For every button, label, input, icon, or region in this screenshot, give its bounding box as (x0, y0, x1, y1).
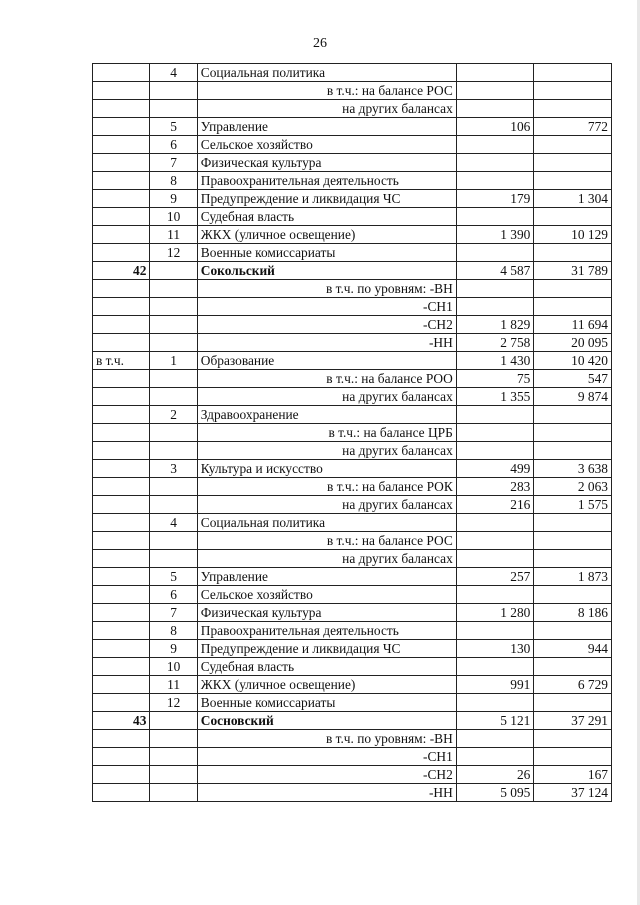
value-1-cell: 1 430 (456, 352, 534, 370)
row-name-cell: на других балансах (197, 100, 456, 118)
value-2-cell: 167 (534, 766, 612, 784)
row-name-cell: Военные комиссариаты (197, 244, 456, 262)
value-2-cell (534, 208, 612, 226)
table-row (93, 622, 612, 640)
row-name-cell: Физическая культура (197, 154, 456, 172)
table-row (93, 352, 612, 370)
row-number-cell: 6 (150, 136, 197, 154)
value-1-cell (456, 244, 534, 262)
row-name-cell: в т.ч.: на балансе РОО (197, 370, 456, 388)
row-prefix-cell (93, 154, 150, 172)
row-name-cell: Судебная власть (197, 208, 456, 226)
row-name-cell: Правоохранительная деятельность (197, 622, 456, 640)
row-number-cell: 10 (150, 658, 197, 676)
value-2-cell: 10 129 (534, 226, 612, 244)
value-1-cell: 130 (456, 640, 534, 658)
row-prefix-cell (93, 442, 150, 460)
value-1-cell (456, 280, 534, 298)
row-prefix-cell (93, 622, 150, 640)
value-1-cell: 75 (456, 370, 534, 388)
value-1-cell (456, 172, 534, 190)
value-2-cell (534, 622, 612, 640)
value-1-cell: 499 (456, 460, 534, 478)
value-2-cell: 1 575 (534, 496, 612, 514)
row-prefix-cell (93, 478, 150, 496)
row-number-cell (150, 730, 197, 748)
row-number-cell: 10 (150, 208, 197, 226)
row-prefix-cell: 43 (93, 712, 150, 730)
row-name-cell: на других балансах (197, 442, 456, 460)
row-name-cell: -СН2 (197, 766, 456, 784)
row-number-cell: 8 (150, 622, 197, 640)
value-1-cell (456, 622, 534, 640)
value-1-cell (456, 586, 534, 604)
row-prefix-cell (93, 136, 150, 154)
table-body (93, 64, 612, 802)
value-2-cell (534, 298, 612, 316)
value-2-cell: 1 873 (534, 568, 612, 586)
row-name-cell: в т.ч.: на балансе РОС (197, 82, 456, 100)
table-row (93, 172, 612, 190)
row-prefix-cell (93, 730, 150, 748)
row-prefix-cell (93, 766, 150, 784)
page-number: 26 (313, 36, 327, 51)
row-number-cell: 12 (150, 694, 197, 712)
row-prefix-cell (93, 784, 150, 802)
value-1-cell: 991 (456, 676, 534, 694)
row-prefix-cell: в т.ч. (93, 352, 150, 370)
row-prefix-cell (93, 298, 150, 316)
row-number-cell (150, 532, 197, 550)
row-number-cell (150, 748, 197, 766)
table-row (93, 280, 612, 298)
row-number-cell (150, 262, 197, 280)
row-number-cell (150, 298, 197, 316)
table-row (93, 64, 612, 82)
row-number-cell (150, 496, 197, 514)
table-row (93, 244, 612, 262)
row-number-cell (150, 100, 197, 118)
value-1-cell: 5 095 (456, 784, 534, 802)
table-row (93, 226, 612, 244)
row-prefix-cell (93, 82, 150, 100)
value-2-cell (534, 514, 612, 532)
value-2-cell (534, 244, 612, 262)
row-number-cell (150, 280, 197, 298)
row-name-cell: Физическая культура (197, 604, 456, 622)
row-number-cell: 11 (150, 676, 197, 694)
row-name-cell: -СН2 (197, 316, 456, 334)
table-row (93, 424, 612, 442)
value-1-cell (456, 532, 534, 550)
value-2-cell (534, 100, 612, 118)
row-number-cell: 2 (150, 406, 197, 424)
value-2-cell (534, 442, 612, 460)
value-2-cell (534, 82, 612, 100)
district-row (93, 712, 612, 730)
row-name-cell: Предупреждение и ликвидация ЧС (197, 190, 456, 208)
row-name-cell: Управление (197, 568, 456, 586)
row-number-cell (150, 442, 197, 460)
table-row (93, 550, 612, 568)
value-1-cell: 26 (456, 766, 534, 784)
value-2-cell (534, 694, 612, 712)
value-1-cell: 283 (456, 478, 534, 496)
table-row (93, 190, 612, 208)
table-row (93, 694, 612, 712)
row-number-cell (150, 784, 197, 802)
row-number-cell (150, 478, 197, 496)
row-number-cell (150, 424, 197, 442)
table-row (93, 568, 612, 586)
row-prefix-cell (93, 118, 150, 136)
row-prefix-cell (93, 460, 150, 478)
value-1-cell (456, 748, 534, 766)
value-1-cell (456, 514, 534, 532)
row-number-cell (150, 316, 197, 334)
row-name-cell: Образование (197, 352, 456, 370)
table-row (93, 496, 612, 514)
table-row (93, 532, 612, 550)
table-row (93, 748, 612, 766)
row-prefix-cell (93, 748, 150, 766)
row-number-cell: 3 (150, 460, 197, 478)
row-name-cell: Социальная политика (197, 64, 456, 82)
row-name-cell: Сельское хозяйство (197, 586, 456, 604)
value-2-cell: 37 124 (534, 784, 612, 802)
value-2-cell (534, 748, 612, 766)
value-2-cell: 31 789 (534, 262, 612, 280)
row-prefix-cell (93, 676, 150, 694)
table-row (93, 640, 612, 658)
row-number-cell: 9 (150, 190, 197, 208)
value-2-cell (534, 586, 612, 604)
table-row (93, 784, 612, 802)
value-2-cell: 9 874 (534, 388, 612, 406)
table-row (93, 460, 612, 478)
value-1-cell: 4 587 (456, 262, 534, 280)
value-1-cell: 1 280 (456, 604, 534, 622)
table-row (93, 658, 612, 676)
row-prefix-cell (93, 514, 150, 532)
value-2-cell: 6 729 (534, 676, 612, 694)
row-prefix-cell (93, 406, 150, 424)
district-row (93, 262, 612, 280)
row-prefix-cell (93, 280, 150, 298)
value-2-cell (534, 280, 612, 298)
value-1-cell (456, 442, 534, 460)
value-1-cell: 106 (456, 118, 534, 136)
row-prefix-cell (93, 190, 150, 208)
table-row (93, 676, 612, 694)
value-1-cell (456, 64, 534, 82)
value-1-cell (456, 100, 534, 118)
row-prefix-cell (93, 568, 150, 586)
row-name-cell: Судебная власть (197, 658, 456, 676)
row-name-cell: в т.ч. по уровням: -ВН (197, 280, 456, 298)
row-number-cell (150, 766, 197, 784)
row-name-cell: в т.ч.: на балансе РОК (197, 478, 456, 496)
value-1-cell (456, 550, 534, 568)
row-number-cell (150, 334, 197, 352)
table-row (93, 118, 612, 136)
row-name-cell: на других балансах (197, 496, 456, 514)
row-name-cell: Социальная политика (197, 514, 456, 532)
row-prefix-cell: 42 (93, 262, 150, 280)
value-2-cell: 11 694 (534, 316, 612, 334)
table-row (93, 586, 612, 604)
table-row (93, 82, 612, 100)
value-1-cell (456, 658, 534, 676)
table-row (93, 334, 612, 352)
row-name-cell: -НН (197, 334, 456, 352)
value-1-cell: 216 (456, 496, 534, 514)
value-1-cell (456, 82, 534, 100)
value-2-cell: 20 095 (534, 334, 612, 352)
row-prefix-cell (93, 226, 150, 244)
row-name-cell: ЖКХ (уличное освещение) (197, 676, 456, 694)
row-number-cell: 5 (150, 118, 197, 136)
row-name-cell: Предупреждение и ликвидация ЧС (197, 640, 456, 658)
row-name-cell: в т.ч. по уровням: -ВН (197, 730, 456, 748)
row-number-cell: 8 (150, 172, 197, 190)
table-row (93, 154, 612, 172)
row-name-cell: Культура и искусство (197, 460, 456, 478)
row-name-cell: в т.ч.: на балансе РОС (197, 532, 456, 550)
row-prefix-cell (93, 586, 150, 604)
value-2-cell (534, 136, 612, 154)
row-prefix-cell (93, 550, 150, 568)
row-prefix-cell (93, 334, 150, 352)
table-row (93, 370, 612, 388)
row-number-cell: 9 (150, 640, 197, 658)
row-name-cell: в т.ч.: на балансе ЦРБ (197, 424, 456, 442)
value-2-cell (534, 730, 612, 748)
row-number-cell: 12 (150, 244, 197, 262)
budget-table (92, 63, 612, 802)
table-row (93, 514, 612, 532)
row-number-cell (150, 370, 197, 388)
value-2-cell: 547 (534, 370, 612, 388)
value-2-cell: 772 (534, 118, 612, 136)
row-prefix-cell (93, 658, 150, 676)
row-name-cell: Сокольский (197, 262, 456, 280)
row-name-cell: на других балансах (197, 550, 456, 568)
row-prefix-cell (93, 496, 150, 514)
row-number-cell: 4 (150, 64, 197, 82)
value-1-cell: 1 355 (456, 388, 534, 406)
value-1-cell (456, 208, 534, 226)
row-prefix-cell (93, 208, 150, 226)
row-prefix-cell (93, 532, 150, 550)
value-2-cell: 1 304 (534, 190, 612, 208)
row-name-cell: -СН1 (197, 748, 456, 766)
row-name-cell: Правоохранительная деятельность (197, 172, 456, 190)
row-number-cell: 6 (150, 586, 197, 604)
row-number-cell: 5 (150, 568, 197, 586)
row-prefix-cell (93, 388, 150, 406)
row-prefix-cell (93, 100, 150, 118)
row-number-cell: 7 (150, 604, 197, 622)
table-row (93, 388, 612, 406)
value-2-cell: 3 638 (534, 460, 612, 478)
row-prefix-cell (93, 604, 150, 622)
value-2-cell: 37 291 (534, 712, 612, 730)
row-prefix-cell (93, 424, 150, 442)
table-row (93, 478, 612, 496)
row-number-cell: 7 (150, 154, 197, 172)
row-name-cell: -НН (197, 784, 456, 802)
table-row (93, 208, 612, 226)
value-1-cell: 179 (456, 190, 534, 208)
row-prefix-cell (93, 64, 150, 82)
row-number-cell (150, 712, 197, 730)
value-1-cell (456, 298, 534, 316)
row-name-cell: Здравоохранение (197, 406, 456, 424)
value-2-cell (534, 64, 612, 82)
row-number-cell: 1 (150, 352, 197, 370)
value-2-cell (534, 658, 612, 676)
value-2-cell (534, 154, 612, 172)
table-row (93, 766, 612, 784)
value-1-cell: 1 390 (456, 226, 534, 244)
value-2-cell: 10 420 (534, 352, 612, 370)
value-2-cell (534, 532, 612, 550)
value-2-cell (534, 550, 612, 568)
row-number-cell (150, 550, 197, 568)
row-number-cell (150, 82, 197, 100)
row-name-cell: -СН1 (197, 298, 456, 316)
value-1-cell (456, 424, 534, 442)
table-row (93, 730, 612, 748)
row-prefix-cell (93, 370, 150, 388)
value-1-cell: 257 (456, 568, 534, 586)
value-1-cell: 5 121 (456, 712, 534, 730)
value-2-cell (534, 172, 612, 190)
row-name-cell: Сосновский (197, 712, 456, 730)
table-row (93, 100, 612, 118)
table-row (93, 406, 612, 424)
table-row (93, 604, 612, 622)
value-2-cell: 2 063 (534, 478, 612, 496)
value-2-cell (534, 406, 612, 424)
value-2-cell: 944 (534, 640, 612, 658)
value-1-cell: 2 758 (456, 334, 534, 352)
row-name-cell: Военные комиссариаты (197, 694, 456, 712)
row-number-cell (150, 388, 197, 406)
row-name-cell: на других балансах (197, 388, 456, 406)
row-name-cell: Управление (197, 118, 456, 136)
row-prefix-cell (93, 172, 150, 190)
value-2-cell (534, 424, 612, 442)
value-1-cell (456, 406, 534, 424)
row-prefix-cell (93, 316, 150, 334)
row-name-cell: ЖКХ (уличное освещение) (197, 226, 456, 244)
table-row (93, 298, 612, 316)
value-1-cell: 1 829 (456, 316, 534, 334)
value-1-cell (456, 154, 534, 172)
value-1-cell (456, 694, 534, 712)
row-number-cell: 4 (150, 514, 197, 532)
value-1-cell (456, 730, 534, 748)
row-name-cell: Сельское хозяйство (197, 136, 456, 154)
row-prefix-cell (93, 244, 150, 262)
table-row (93, 442, 612, 460)
row-number-cell: 11 (150, 226, 197, 244)
row-prefix-cell (93, 694, 150, 712)
table-row (93, 316, 612, 334)
table-row (93, 136, 612, 154)
row-prefix-cell (93, 640, 150, 658)
value-1-cell (456, 136, 534, 154)
value-2-cell: 8 186 (534, 604, 612, 622)
